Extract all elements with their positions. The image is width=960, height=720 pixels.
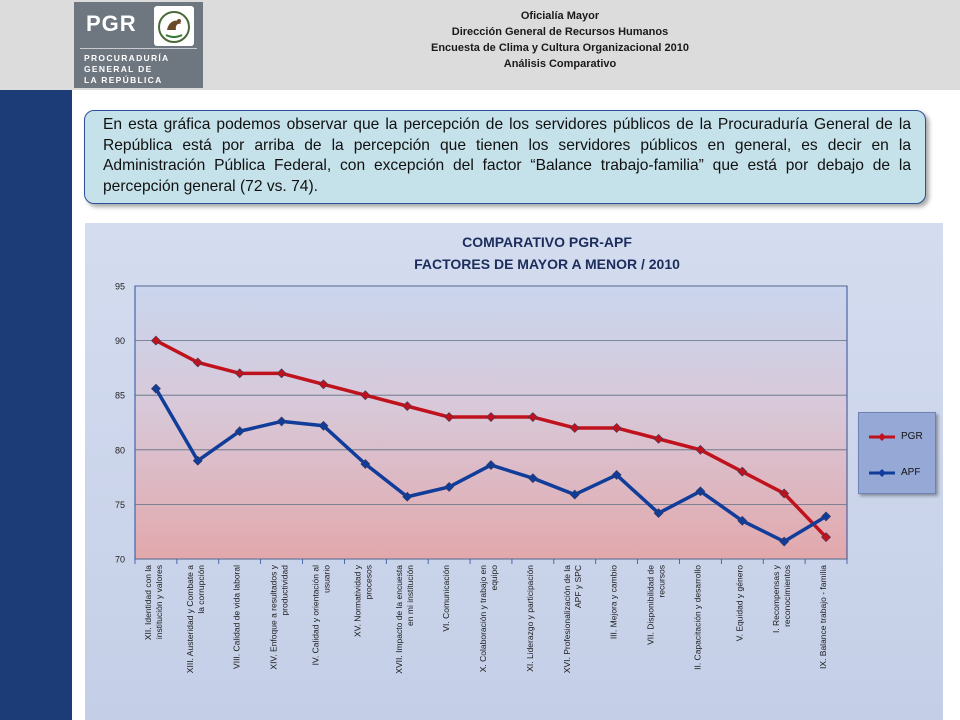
x-tick-label: la corrupción — [195, 565, 206, 614]
logo-acronym: PGR — [86, 11, 137, 36]
legend-item-apf — [867, 465, 935, 481]
x-tick-label: usuario — [321, 565, 332, 593]
pgr-logo — [74, 2, 203, 88]
x-tick-label: VI. Comunicación — [441, 565, 452, 632]
chart-frame — [85, 223, 943, 720]
x-tick-label: XIII. Austeridad y Combate a — [184, 565, 195, 674]
legend-swatch-apf — [867, 465, 897, 481]
legend-item-pgr — [867, 429, 935, 445]
y-tick-label: 85 — [114, 390, 125, 401]
header-line: Oficialía Mayor — [520, 10, 600, 22]
x-tick-label: institución y valores — [153, 565, 164, 640]
x-tick-label: VIII. Calidad de vida laboral — [231, 565, 242, 669]
x-tick-label: XV. Normatividad y — [352, 565, 363, 637]
logo-text-line: PROCURADURÍA — [84, 53, 170, 63]
chart-legend — [858, 412, 936, 494]
logo-text-line: GENERAL DE — [84, 64, 153, 74]
x-tick-label: reconocimientos — [782, 565, 793, 627]
header-line: Análisis Comparativo — [503, 58, 617, 70]
y-tick-label: 90 — [114, 336, 125, 347]
y-tick-label: 75 — [114, 499, 125, 510]
x-tick-label: en mi institución — [405, 565, 416, 626]
x-tick-label: V. Equidad y género — [734, 565, 745, 642]
x-tick-label: X. Colaboración y trabajo en — [478, 565, 488, 673]
x-tick-label: procesos — [363, 565, 374, 600]
x-tick-label: productividad — [279, 565, 290, 616]
x-tick-label: XII. Identidad con la — [142, 565, 153, 641]
chart-subtitle: FACTORES DE MAYOR A MENOR / 2010 — [414, 256, 680, 272]
header-line: Dirección General de Recursos Humanos — [451, 26, 669, 38]
chart-title: COMPARATIVO PGR-APF — [462, 234, 632, 250]
logo-text-line: LA REPÚBLICA — [84, 75, 163, 85]
logo-divider — [80, 48, 197, 49]
x-tick-label: APF y SPC — [572, 565, 583, 608]
header-line: Encuesta de Clima y Cultura Organizacional 2010 — [431, 42, 689, 54]
x-tick-label: XVII. Impacto de la encuesta — [394, 565, 405, 674]
header-titles — [210, 8, 910, 72]
x-tick-label: IX. Balance trabajo - familia — [818, 565, 829, 669]
logo-text — [84, 53, 199, 86]
legend-label-apf: APF — [901, 467, 921, 478]
x-tick-label: I. Recompensas y — [771, 565, 782, 634]
logo-top — [74, 2, 203, 46]
intro-text: En esta gráfica podemos observar que la percepción de los servidores públicos de la Procuraduría General de la República está por arriba de la percepción que tienen los servidores públicos en general, es decir en la Administración Pública Federal, con excepción del factor “Balance trabajo-familia” que está por debajo de la percepción general (72 vs. 74). — [103, 116, 911, 195]
x-tick-label: II. Capacitación y desarrollo — [692, 565, 703, 670]
legend-swatch-pgr — [867, 429, 897, 445]
y-tick-label: 80 — [114, 445, 125, 456]
x-tick-label: III. Mejora y cambio — [608, 565, 619, 640]
mexico-emblem-icon — [154, 6, 194, 46]
x-tick-label: equipo — [489, 565, 499, 591]
line-chart — [85, 223, 943, 720]
y-tick-label: 95 — [114, 281, 125, 292]
x-tick-label: recursos — [656, 565, 667, 598]
legend-label-pgr: PGR — [901, 431, 923, 442]
x-tick-label: XVI. Profesionalización de la — [561, 565, 572, 674]
x-tick-label: XIV. Enfoque a resultados y — [268, 565, 279, 670]
side-bar — [0, 90, 72, 720]
x-tick-label: XI. Liderazgo y participación — [524, 565, 535, 672]
intro-callout — [84, 110, 926, 204]
x-tick-label: VII. Disponibilidad de — [645, 565, 656, 645]
x-tick-label: IV. Calidad y orientación al — [310, 565, 321, 666]
y-tick-label: 70 — [114, 554, 125, 565]
